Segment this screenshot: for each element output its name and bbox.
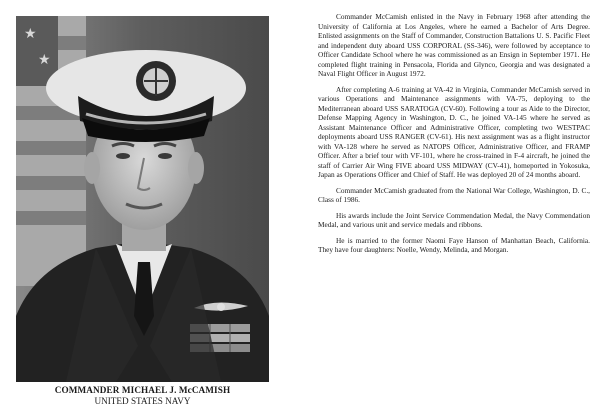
bio-paragraph: Commander McCamish enlisted in the Navy in February 1968 after attending the University of California at Los Angeles, where he earned a Bachelor of Arts Degree. Enlisted assignments on the Staff of Commander, Construction Battalions U. S. Pacific Fleet and independent duty aboard USS CORPORAL (SS-346), were followed by acceptance to Officer Candidate School where he was commissioned as an Ensign in September 1971. He completed flight training in Pensacola, Florida and Glynco, Georgia and was designated a Naval Flight Officer in August 1972. <box>318 12 590 78</box>
portrait-photo <box>16 16 269 382</box>
bio-paragraph: His awards include the Joint Service Commendation Medal, the Navy Commendation Medal, and various unit and service medals and ribbons. <box>318 210 590 229</box>
svg-text:★: ★ <box>24 26 37 42</box>
flag-background <box>16 16 86 286</box>
biography <box>318 12 590 261</box>
bio-paragraph: After completing A-6 training at VA-42 in Virginia, Commander McCamish served in various Operations and Maintenance assignments with VA-75, deploying to the Mediterranean aboard USS SARATOGA (CV-60). Following a tour as Aide to the Director, Defense Mapping Agency in Washington, D. C., he joined VA-145 where he served as Assistant Maintenance Officer and Administrative Officer, completing two WESTPAC deployments aboard USS RANGER (CV-61). His next assignment was as a flight instructor with VA-128 where he served as NATOPS Officer, Administrative Officer, and FRAMP Officer. After a brief tour with VF-101, where he cross-trained in F-4 aircraft, he joined the staff of Carrier Air Wing FIVE aboard USS MIDWAY (CV-41), homeported in Yokosuka, Japan as Operations Officer and Chief of Staff. He was deployed 20 of 24 months aboard. <box>318 84 590 179</box>
svg-text:★: ★ <box>38 52 51 68</box>
officer-branch: UNITED STATES NAVY <box>94 396 191 406</box>
bio-paragraph: Commander McCamish graduated from the National War College, Washington, D. C., Class of 1986. <box>318 185 590 204</box>
bio-paragraph: He is married to the former Naomi Faye Hanson of Manhattan Beach, California. They have four daughters: Noelle, Wendy, Melinda, and Morgan. <box>318 235 590 254</box>
photo-caption <box>16 385 269 407</box>
officer-name: COMMANDER MICHAEL J. McCAMISH <box>54 385 231 395</box>
portrait-illustration <box>16 16 269 382</box>
